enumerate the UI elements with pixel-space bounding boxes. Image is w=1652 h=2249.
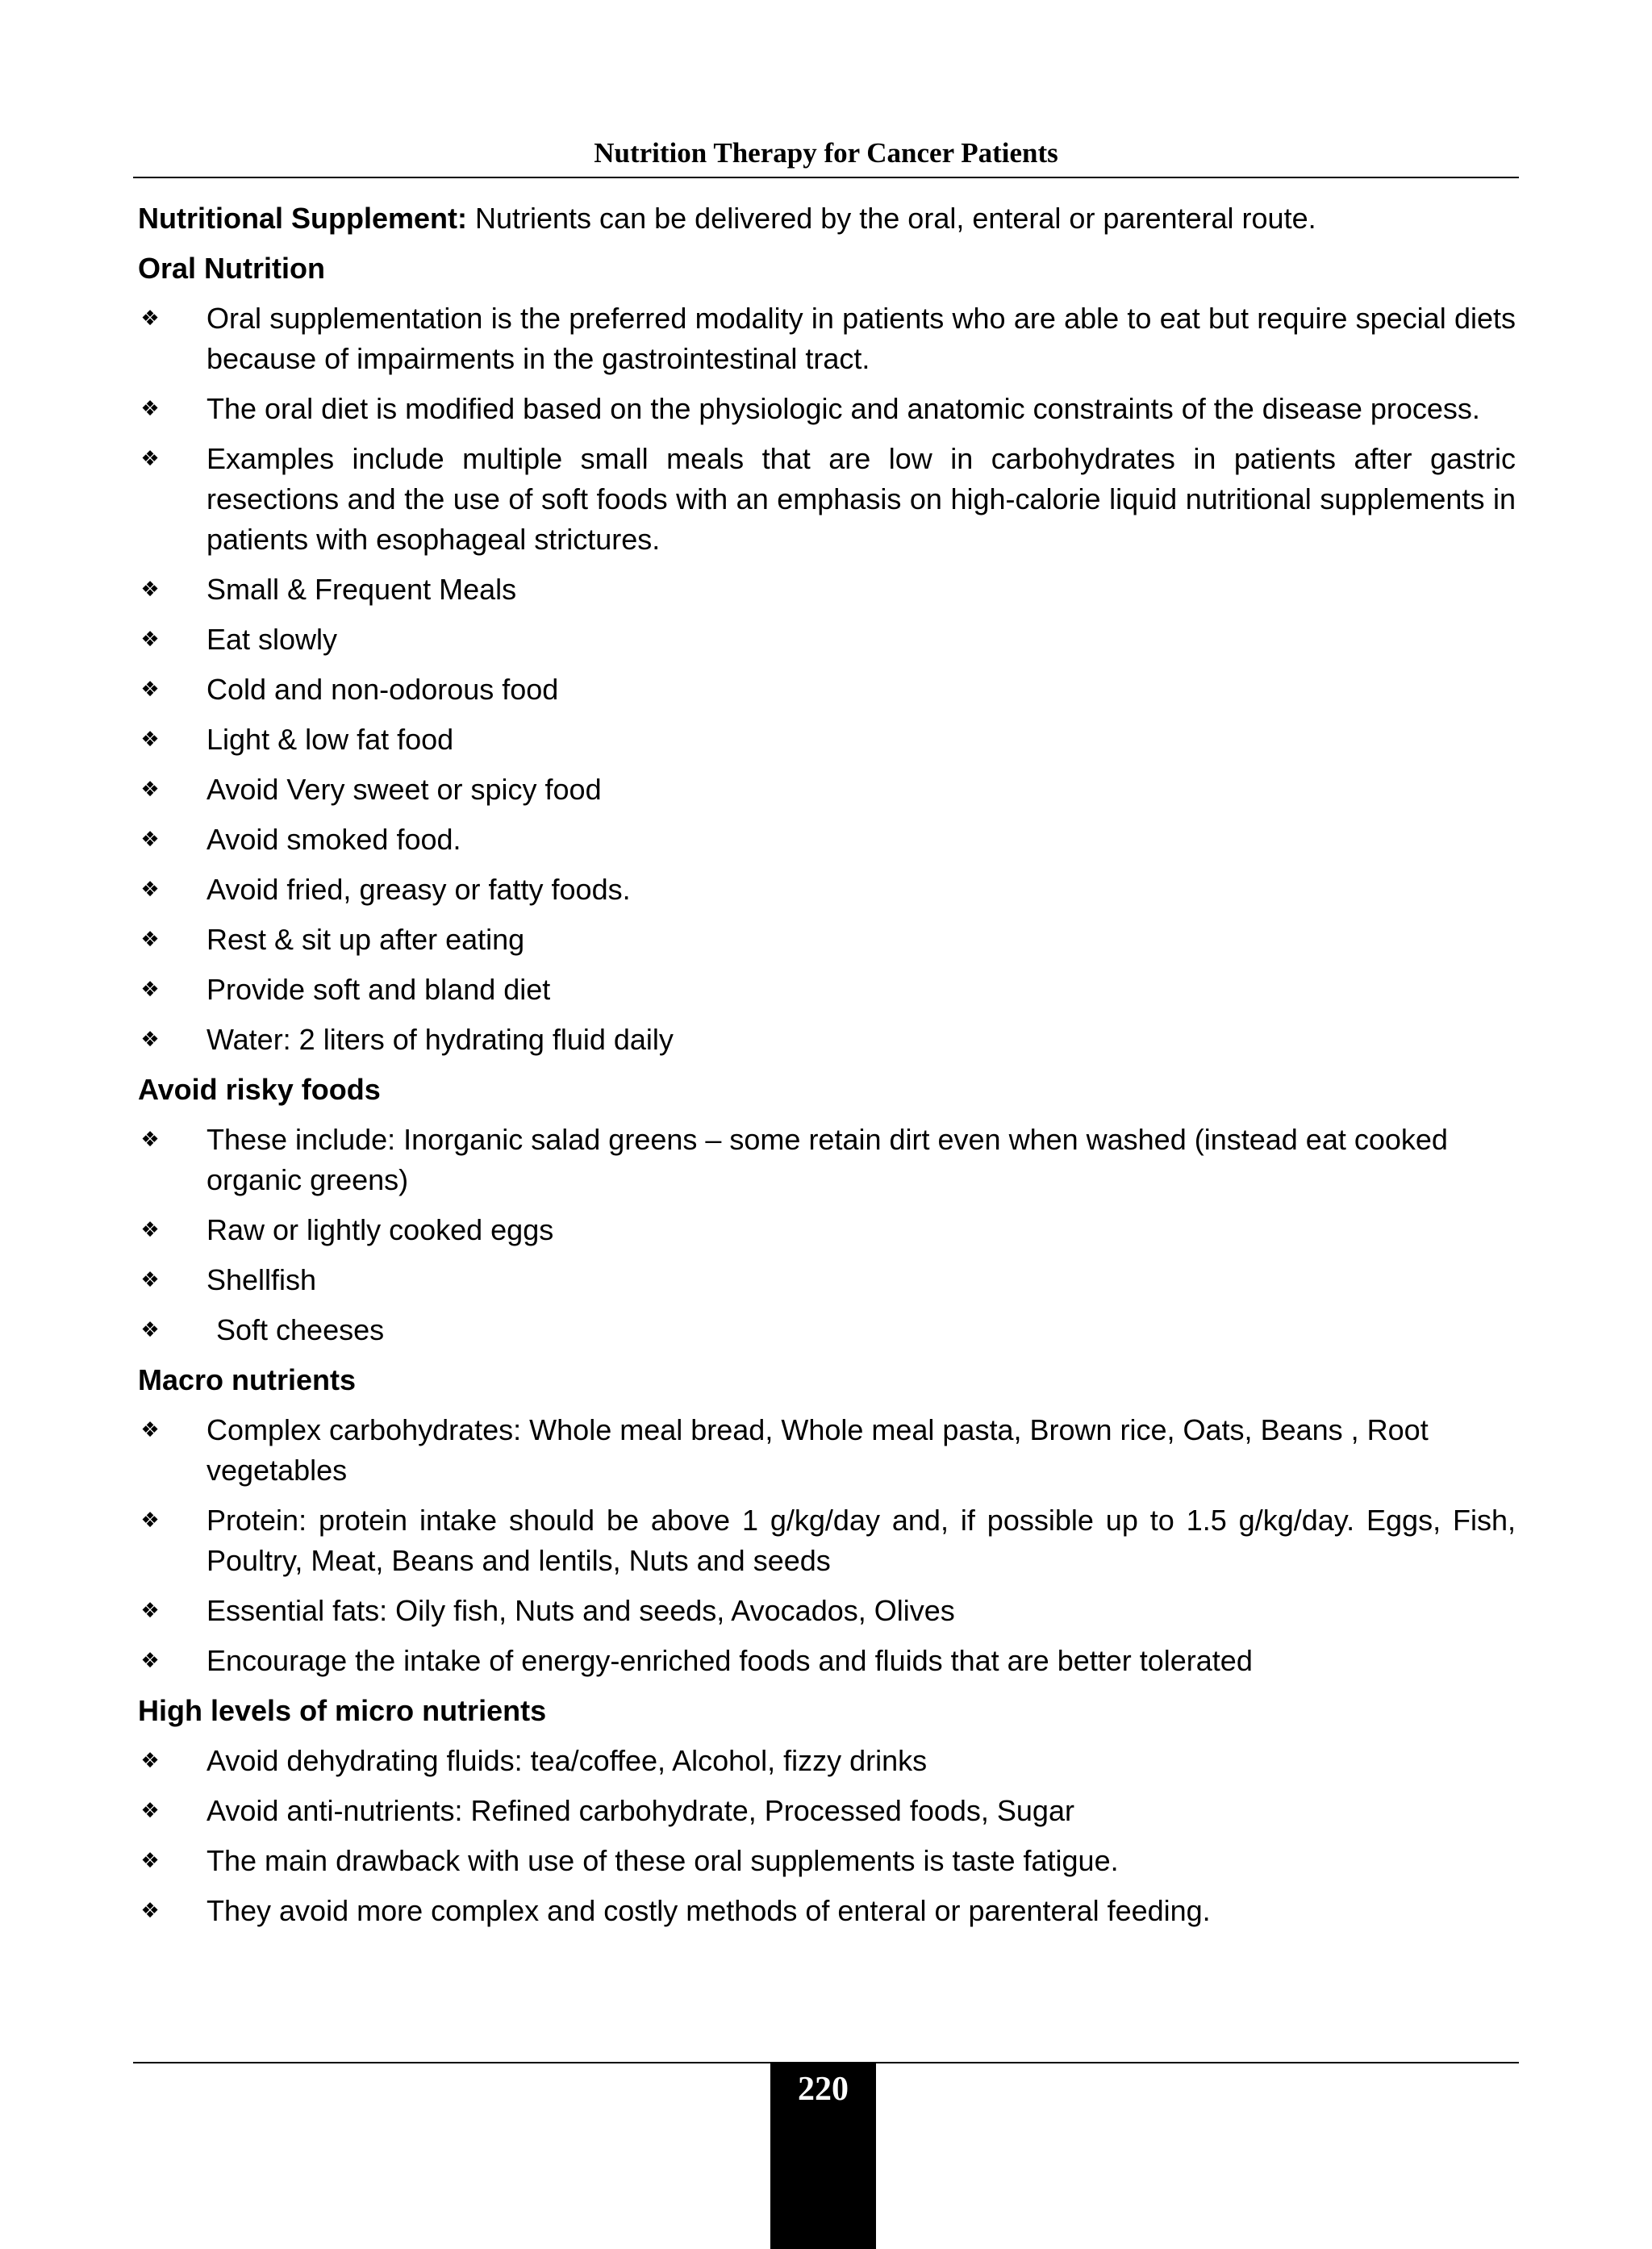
bullet-icon: ❖ (140, 628, 160, 652)
section-heading-micro-nutrients: High levels of micro nutrients (138, 1694, 547, 1727)
bullet-icon: ❖ (140, 307, 160, 331)
bullet-icon: ❖ (140, 1028, 160, 1052)
bullet-icon: ❖ (140, 1649, 160, 1673)
intro-text: Nutrients can be delivered by the oral, enteral or parenteral route. (467, 202, 1316, 235)
page-number: 220 (798, 2071, 849, 2108)
list-item: ❖ Avoid Very sweet or spicy food (138, 770, 1516, 810)
list-item: ❖ Provide soft and bland diet (138, 970, 1516, 1010)
bullet-icon: ❖ (140, 447, 160, 471)
list-item: ❖ Avoid dehydrating fluids: tea/coffee, Alcohol, fizzy drinks (138, 1741, 1516, 1781)
page-content (138, 198, 1516, 1941)
bullet-icon: ❖ (140, 1318, 160, 1342)
list-item: ❖ Light & low fat food (138, 720, 1516, 760)
list-item: ❖ These include: Inorganic salad greens – some retain dirt even when washed (instead eat cooked organic greens) (138, 1120, 1516, 1200)
bullet-icon: ❖ (140, 1128, 160, 1152)
bullet-icon: ❖ (140, 1749, 160, 1773)
bullet-icon: ❖ (140, 1268, 160, 1292)
list-item: ❖ Complex carbohydrates: Whole meal bread, Whole meal pasta, Brown rice, Oats, Beans , Root vegetables (138, 1410, 1516, 1491)
bullet-icon: ❖ (140, 978, 160, 1002)
bullet-icon: ❖ (140, 578, 160, 602)
list-item: ❖ Oral supplementation is the preferred modality in patients who are able to eat but require special diets because of impairments in the gastrointestinal tract. (138, 298, 1516, 379)
list-item: ❖ Avoid anti-nutrients: Refined carbohydrate, Processed foods, Sugar (138, 1791, 1516, 1831)
micro-nutrients-list (138, 1741, 1516, 1931)
bullet-icon: ❖ (140, 1218, 160, 1242)
avoid-risky-foods-list (138, 1120, 1516, 1350)
bullet-icon: ❖ (140, 1599, 160, 1623)
list-item: ❖ Water: 2 liters of hydrating fluid daily (138, 1020, 1516, 1060)
section-heading-avoid-risky-foods: Avoid risky foods (138, 1073, 381, 1106)
bullet-icon: ❖ (140, 778, 160, 802)
list-item: ❖ The oral diet is modified based on the physiologic and anatomic constraints of the disease process. (138, 389, 1516, 429)
macro-nutrients-list (138, 1410, 1516, 1681)
list-item: ❖ Small & Frequent Meals (138, 570, 1516, 610)
oral-nutrition-list (138, 298, 1516, 1060)
list-item: ❖ Encourage the intake of energy-enriched foods and fluids that are better tolerated (138, 1641, 1516, 1681)
bullet-icon: ❖ (140, 1849, 160, 1873)
list-item: ❖ Cold and non-odorous food (138, 670, 1516, 710)
bullet-icon: ❖ (140, 878, 160, 902)
intro-label: Nutritional Supplement: (138, 202, 467, 235)
intro-paragraph (138, 198, 1516, 239)
list-item: ❖ Essential fats: Oily fish, Nuts and seeds, Avocados, Olives (138, 1591, 1516, 1631)
bullet-icon: ❖ (140, 397, 160, 421)
bullet-icon: ❖ (140, 678, 160, 702)
list-item: ❖ Avoid smoked food. (138, 820, 1516, 860)
bullet-icon: ❖ (140, 728, 160, 752)
list-item: ❖ Avoid fried, greasy or fatty foods. (138, 870, 1516, 910)
list-item: ❖ They avoid more complex and costly methods of enteral or parenteral feeding. (138, 1891, 1516, 1931)
bullet-icon: ❖ (140, 1418, 160, 1442)
list-item: ❖ Protein: protein intake should be above 1 g/kg/day and, if possible up to 1.5 g/kg/day. Eggs, Fish, Poultry, Meat, Beans and lentils, Nuts and seeds (138, 1500, 1516, 1581)
list-item: ❖ Shellfish (138, 1260, 1516, 1300)
list-item: ❖ Raw or lightly cooked eggs (138, 1210, 1516, 1250)
section-heading-oral-nutrition: Oral Nutrition (138, 252, 325, 285)
bullet-icon: ❖ (140, 1799, 160, 1823)
list-item: ❖ Soft cheeses (138, 1310, 1516, 1350)
bullet-icon: ❖ (140, 1508, 160, 1533)
header-rule (133, 177, 1519, 178)
list-item: ❖ Rest & sit up after eating (138, 920, 1516, 960)
list-item: ❖ Eat slowly (138, 620, 1516, 660)
running-header: Nutrition Therapy for Cancer Patients (594, 137, 1058, 169)
bullet-icon: ❖ (140, 828, 160, 852)
list-item: ❖ The main drawback with use of these oral supplements is taste fatigue. (138, 1841, 1516, 1881)
page-number-box (770, 2062, 876, 2249)
bullet-icon: ❖ (140, 1899, 160, 1923)
bullet-icon: ❖ (140, 928, 160, 952)
list-item: ❖ Examples include multiple small meals that are low in carbohydrates in patients after gastric resections and the use of soft foods with an emphasis on high-calorie liquid nutritional supplements in patients with esophageal strictures. (138, 439, 1516, 560)
section-heading-macro-nutrients: Macro nutrients (138, 1363, 357, 1396)
